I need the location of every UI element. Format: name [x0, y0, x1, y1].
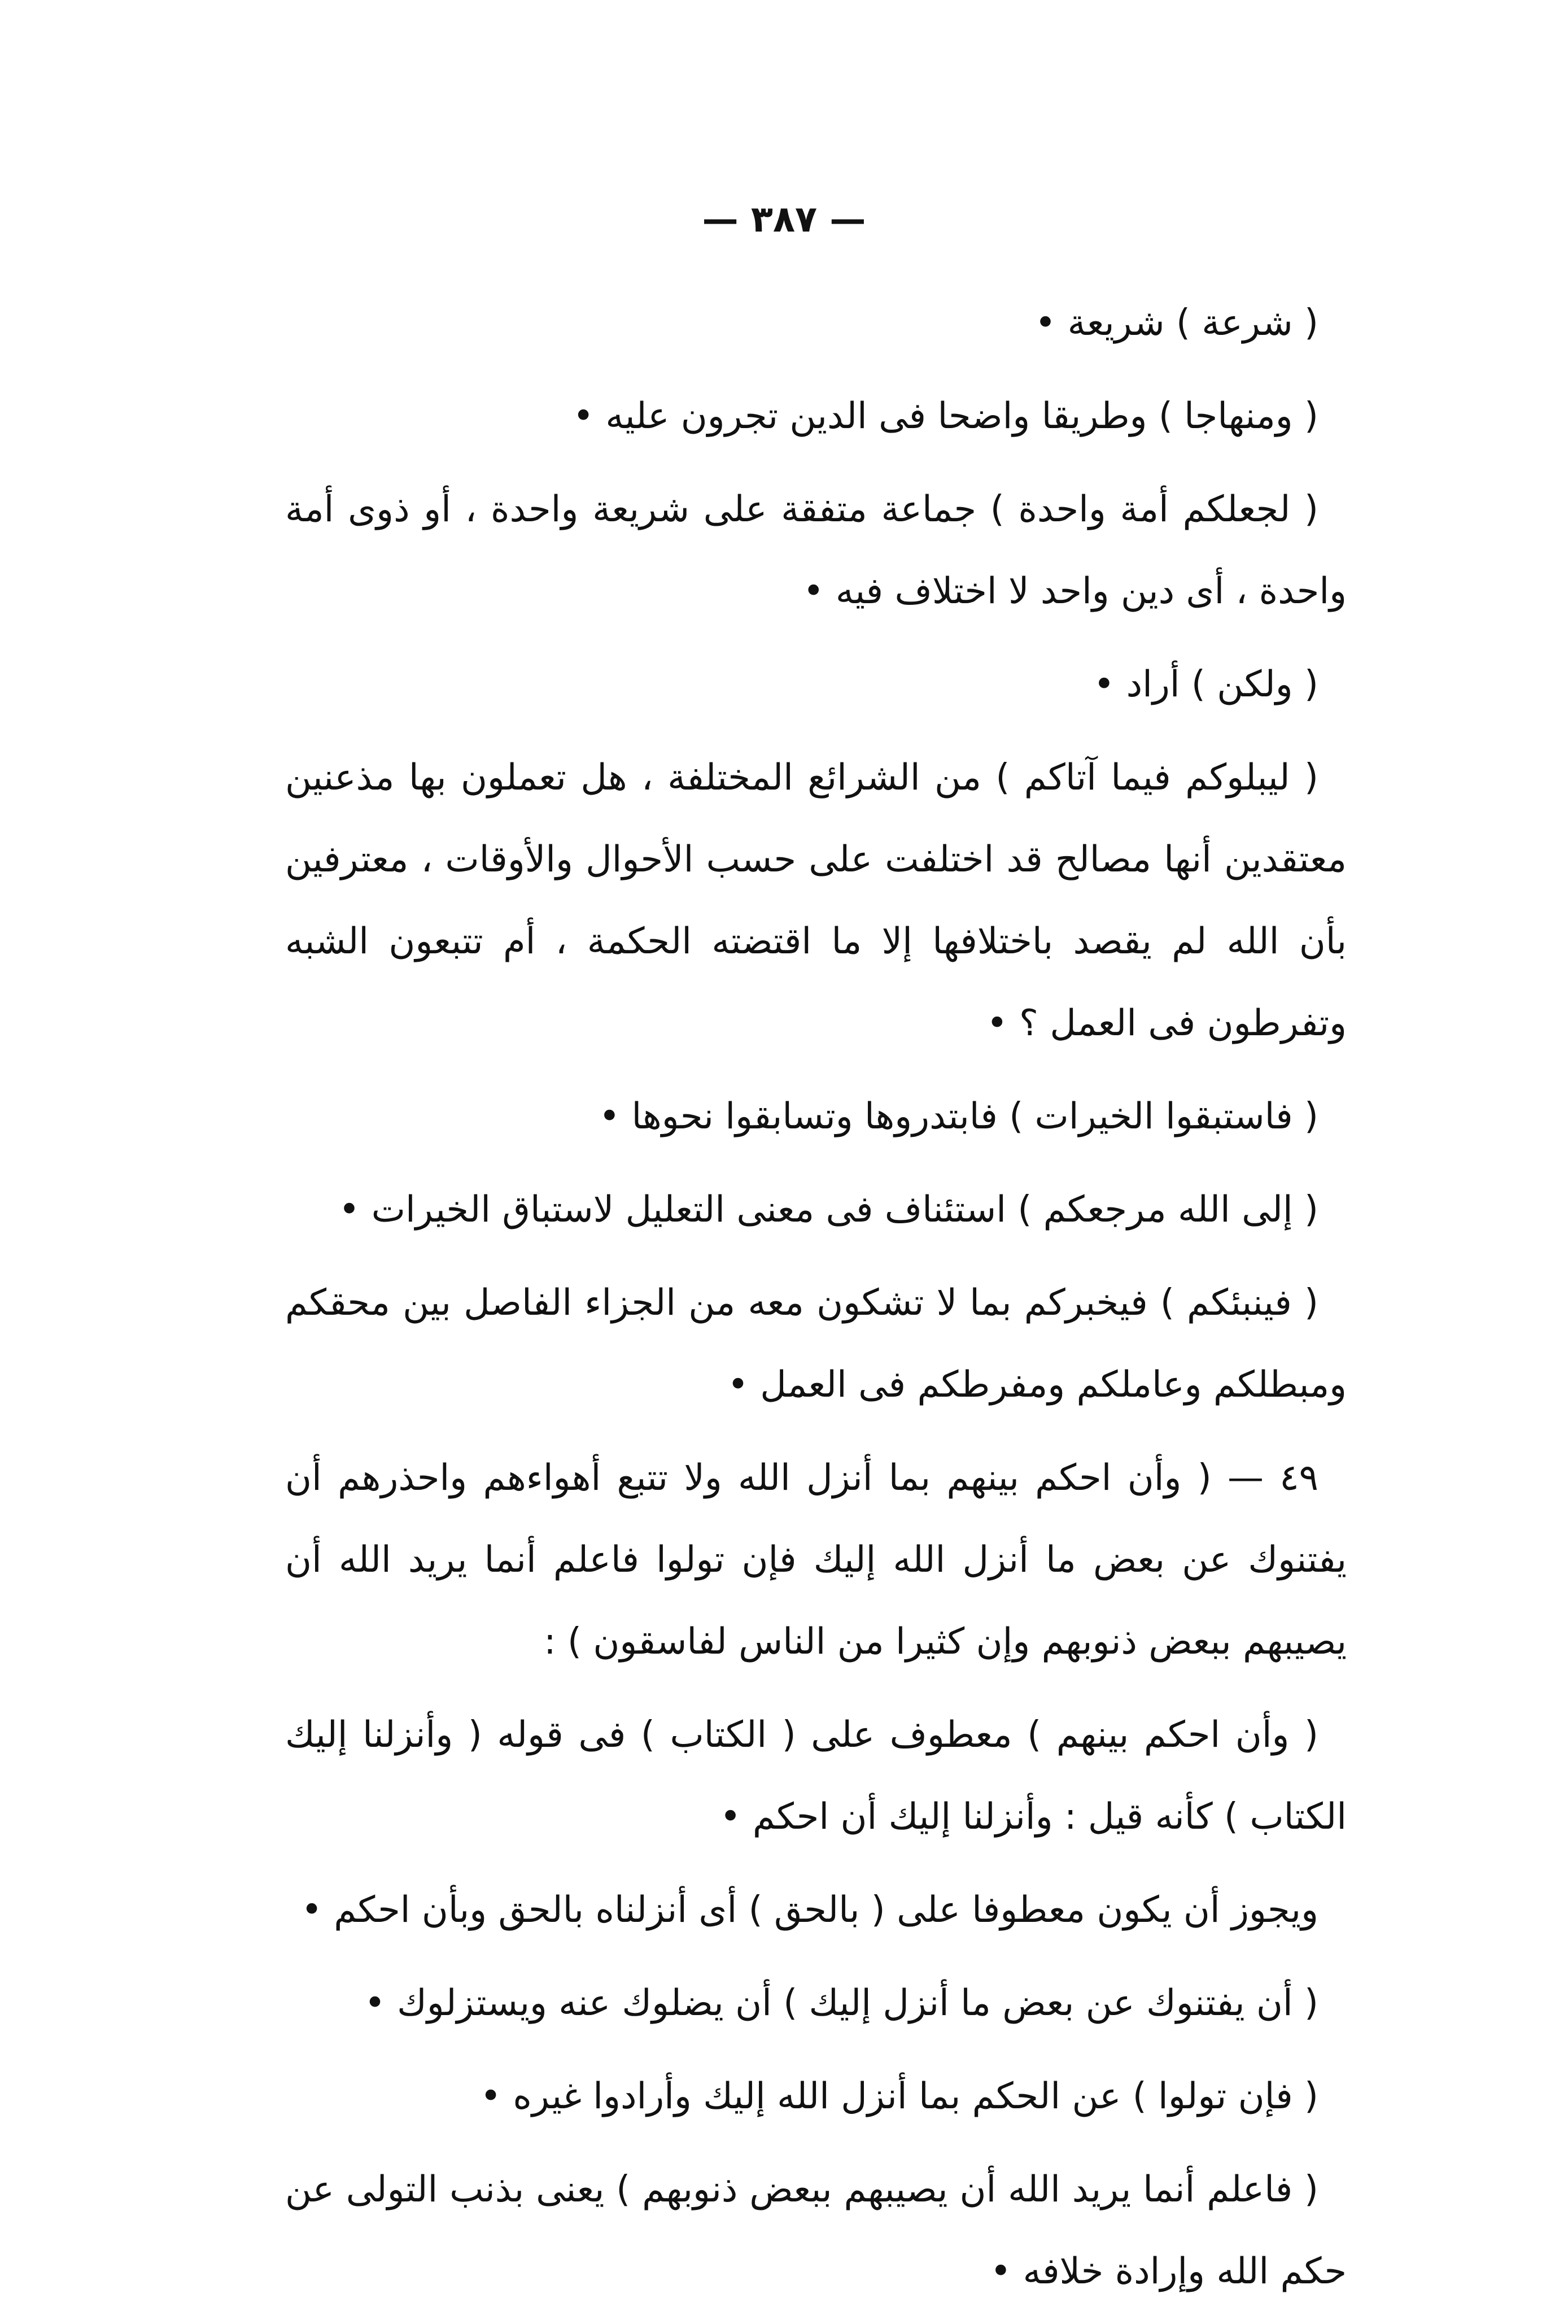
paragraph-13: ( فإن تولوا ) عن الحكم بما أنزل الله إليك وأرادوا غيره • [480, 2076, 1318, 2117]
page-body [285, 282, 1347, 2324]
paragraph-9-verse: ٤٩ — ( وأن احكم بينهم بما أنزل الله ولا تتبع أهواءهم واحذرهم أن يفتنوك عن بعض ما أنزل الله إليك فإن تولوا فاعلم أنما يريد الله أن يصيبهم ببعض ذنوبهم وإن كثيرا من الناس لفاسقون ) : [285, 1457, 1347, 1663]
paragraph-5: ( ليبلوكم فيما آتاكم ) من الشرائع المختلفة ، هل تعملون بها مذعنين معتقدين أنها مصالح قد اختلفت على حسب الأحوال والأوقات ، معترفين بأن الله لم يقصد باختلافها إلا ما اقتضته الحكمة ، أم تتبعون الشبه وتفرطون فى العمل ؟ • [285, 757, 1347, 1044]
paragraph-11: ويجوز أن يكون معطوفا على ( بالحق ) أى أنزلناه بالحق وبأن احكم • [301, 1889, 1318, 1931]
paragraph-10: ( وأن احكم بينهم ) معطوف على ( الكتاب ) فى قوله ( وأنزلنا إليك الكتاب ) كأنه قيل : وأنزلنا إليك أن احكم • [285, 1714, 1347, 1838]
paragraph-8: ( فينبئكم ) فيخبركم بما لا تشكون معه من الجزاء الفاصل بين محقكم ومبطلكم وعاملكم ومفرطكم فى العمل • [285, 1282, 1347, 1406]
paragraph-6: ( فاستبقوا الخيرات ) فابتدروها وتسابقوا نحوها • [599, 1096, 1318, 1137]
paragraph-1: ( شرعة ) شريعة • [1034, 302, 1318, 344]
paragraph-12: ( أن يفتنوك عن بعض ما أنزل إليك ) أن يضلوك عنه ويستزلوك • [364, 1982, 1318, 2024]
paragraph-7: ( إلى الله مرجعكم ) استئناف فى معنى التعليل لاستباق الخيرات • [338, 1189, 1318, 1231]
page-number: — ٣٨٧ — [702, 199, 866, 241]
paragraph-4: ( ولكن ) أراد • [1093, 664, 1318, 705]
paragraph-3: ( لجعلكم أمة واحدة ) جماعة متفقة على شريعة واحدة ، أو ذوى أمة واحدة ، أى دين واحد لا اختلاف فيه • [285, 489, 1347, 612]
paragraph-14: ( فاعلم أنما يريد الله أن يصيبهم ببعض ذنوبهم ) يعنى بذنب التولى عن حكم الله وإرادة خلافه • [285, 2169, 1347, 2292]
paragraph-2: ( ومنهاجا ) وطريقا واضحا فى الدين تجرون عليه • [573, 395, 1318, 437]
